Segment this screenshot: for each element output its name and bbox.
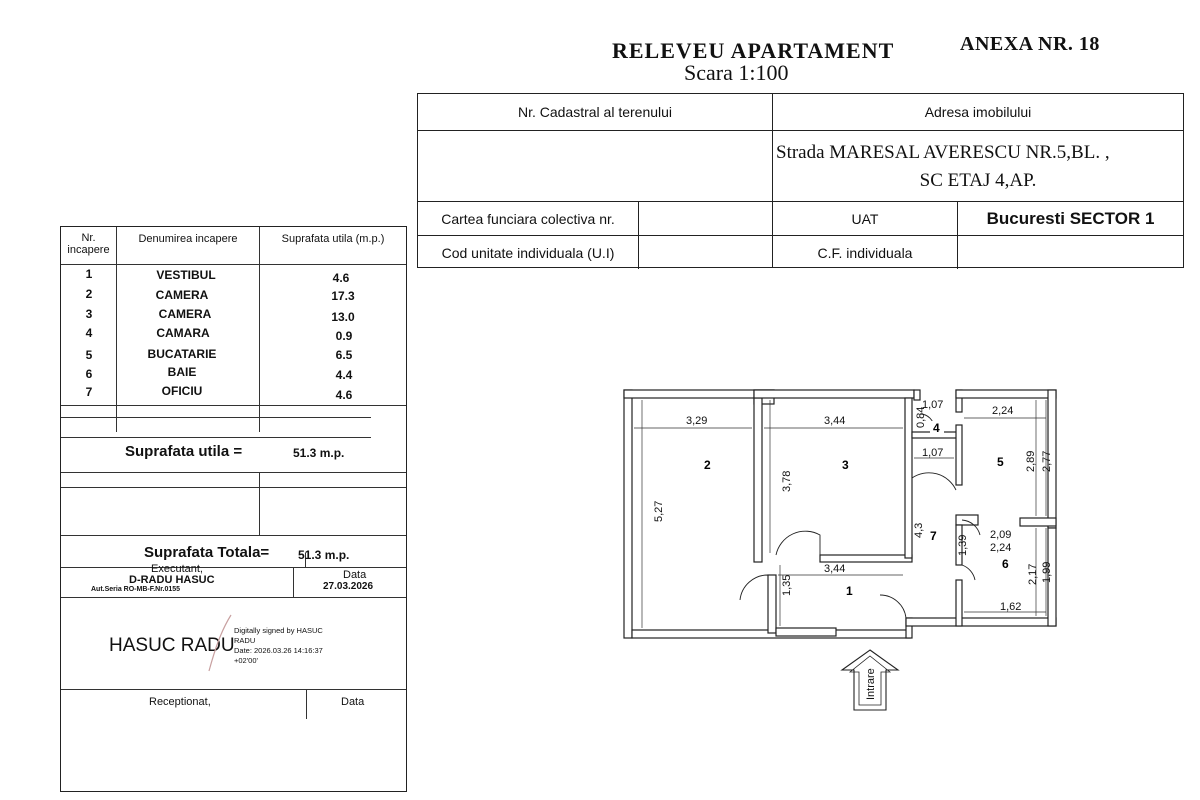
- col-header-nr: Nr. incapere: [67, 232, 110, 256]
- authorization-number: Aut.Seria RO-MB-F.Nr.0155: [91, 586, 181, 593]
- entrance-label: Intrare: [865, 668, 877, 700]
- dim-label: 3,44: [824, 415, 846, 427]
- room-name: OFICIU: [161, 384, 203, 398]
- executant-name: D-RADU HASUC: [129, 574, 215, 586]
- rooms-table: [60, 226, 407, 792]
- room-nr: 3: [85, 307, 93, 321]
- svg-text:6: 6: [1002, 557, 1009, 571]
- dim-label: 3,29: [686, 415, 708, 427]
- address-line-1: Strada MARESAL AVERESCU NR.5,BL. ,: [776, 142, 1110, 163]
- room-nr: 5: [85, 348, 93, 362]
- dim-label: 1,99: [1041, 561, 1053, 583]
- total-area-label: Suprafata Totala=: [144, 544, 270, 561]
- wall-hall-south: [776, 628, 836, 636]
- wall-south-6: [906, 618, 1056, 626]
- wall-north-3: [754, 390, 914, 398]
- wall-3-east: [905, 398, 912, 558]
- room-marker-7: [930, 529, 937, 543]
- carte-funciara-label: Cartea funciara colectiva nr.: [441, 210, 615, 227]
- received-date-label: Data: [341, 696, 365, 708]
- wall-bath-west-low: [956, 580, 962, 626]
- cadastral-label: Nr. Cadastral al terenului: [517, 104, 673, 120]
- received-label: Receptionat,: [149, 696, 211, 708]
- dim-label: 2,77: [1041, 450, 1053, 472]
- annex-number: ANEXA NR. 18: [960, 33, 1100, 55]
- door-arc-room3: [776, 531, 820, 555]
- door-arc-entrance: [880, 595, 906, 618]
- dim-label: 2,24: [990, 542, 1012, 554]
- door-arc-oficiu: [912, 473, 956, 490]
- col-header-name: Denumirea incapere: [138, 233, 238, 245]
- room-name: BUCATARIE: [147, 347, 217, 361]
- cod-unitate-label: Cod unitate individuala (U.I): [441, 244, 615, 261]
- address-label: Adresa imobilului: [924, 104, 1032, 120]
- uat-label: UAT: [851, 210, 879, 227]
- wall-north-5: [956, 390, 1056, 398]
- svg-text:5: 5: [997, 455, 1004, 469]
- room-nr: 2: [85, 287, 93, 301]
- total-area-value: 51.3 m.p.: [298, 548, 350, 562]
- dim-label: 1,07: [922, 447, 944, 459]
- wall-camara-east: [956, 425, 962, 485]
- address-line-2: SC ETAJ 4,AP.: [919, 170, 1037, 191]
- signature-details: Digitally signed by HASUC RADU Date: 2026.03.26 14:16:37 +02'00': [234, 626, 323, 665]
- signer-name: HASUC RADU: [109, 635, 235, 656]
- room-area: 4.6: [335, 388, 353, 402]
- room-nr: 4: [85, 326, 93, 340]
- date-label: Data: [343, 569, 367, 581]
- wall-bath-north-right: [1020, 518, 1056, 526]
- dim-label: 0,84: [915, 406, 927, 428]
- svg-text:1: 1: [846, 584, 853, 598]
- dim-label: 3,44: [824, 563, 846, 575]
- room-area: 6.5: [335, 348, 353, 362]
- wall-north-2: [624, 390, 774, 398]
- dim-label: 2,17: [1027, 563, 1039, 585]
- dim-label: 3,78: [781, 470, 793, 492]
- dim-label: 1,39: [957, 534, 969, 556]
- floor-plan: [600, 370, 1100, 730]
- date-value: 27.03.2026: [323, 581, 374, 592]
- useful-area-label: Suprafata utila =: [125, 443, 243, 460]
- svg-text:7: 7: [930, 529, 937, 543]
- svg-text:2: 2: [704, 458, 711, 472]
- room-marker-5: [997, 455, 1004, 469]
- room-marker-1: [846, 584, 853, 598]
- room-nr: 1: [85, 267, 93, 281]
- room-name: CAMERA: [158, 307, 212, 321]
- cadastral-value: [418, 131, 772, 201]
- plan-scale: Scara 1:100: [684, 60, 789, 85]
- svg-text:3: 3: [842, 458, 849, 472]
- room-area: 4.6: [332, 271, 350, 285]
- room-nr: 6: [85, 367, 93, 381]
- plan-title: RELEVEU APARTAMENT: [612, 38, 895, 63]
- room-nr: 7: [85, 385, 93, 399]
- room-area: 17.3: [331, 289, 355, 303]
- col-header-area: Suprafata utila (m.p.): [281, 233, 385, 245]
- property-info-table: [417, 93, 1184, 268]
- wall-2-3: [754, 398, 762, 562]
- dim-label: 2,24: [992, 405, 1014, 417]
- useful-area-value: 51.3 m.p.: [293, 446, 345, 460]
- room-name: CAMERA: [155, 288, 209, 302]
- entrance-arrow-icon: [842, 650, 898, 710]
- room-name: BAIE: [167, 365, 197, 379]
- room-area: 4.4: [335, 368, 353, 382]
- room-name: VESTIBUL: [156, 268, 216, 282]
- wall-stub-north: [914, 390, 920, 400]
- cf-individuala-label: C.F. individuala: [817, 244, 913, 261]
- dim-label: 1,07: [922, 399, 944, 411]
- room-marker-6: [1002, 557, 1009, 571]
- door-arc-bath: [962, 565, 975, 580]
- wall-3-south: [820, 555, 912, 562]
- wall-bath-north-left: [956, 515, 978, 525]
- executant-label: Executant,: [151, 563, 203, 575]
- room-marker-4: [930, 421, 944, 435]
- door-arc-room2: [740, 575, 768, 602]
- dim-label: 5,27: [653, 500, 665, 522]
- room-area: 13.0: [331, 310, 355, 324]
- room-area: 0.9: [335, 329, 353, 343]
- dim-label: 2,09: [990, 529, 1012, 541]
- svg-text:4: 4: [933, 421, 940, 435]
- dim-label: 4,3: [913, 522, 925, 538]
- uat-value: Bucuresti SECTOR 1: [986, 208, 1155, 228]
- wall-hall-west: [768, 575, 776, 633]
- room-marker-3: [837, 455, 855, 473]
- dim-label: 1,62: [1000, 601, 1022, 613]
- dim-label: 2,89: [1025, 450, 1037, 472]
- wall-west: [624, 390, 632, 638]
- room-name: CAMARA: [156, 326, 210, 340]
- dim-label: 1,35: [781, 574, 793, 596]
- room-marker-2: [699, 455, 717, 473]
